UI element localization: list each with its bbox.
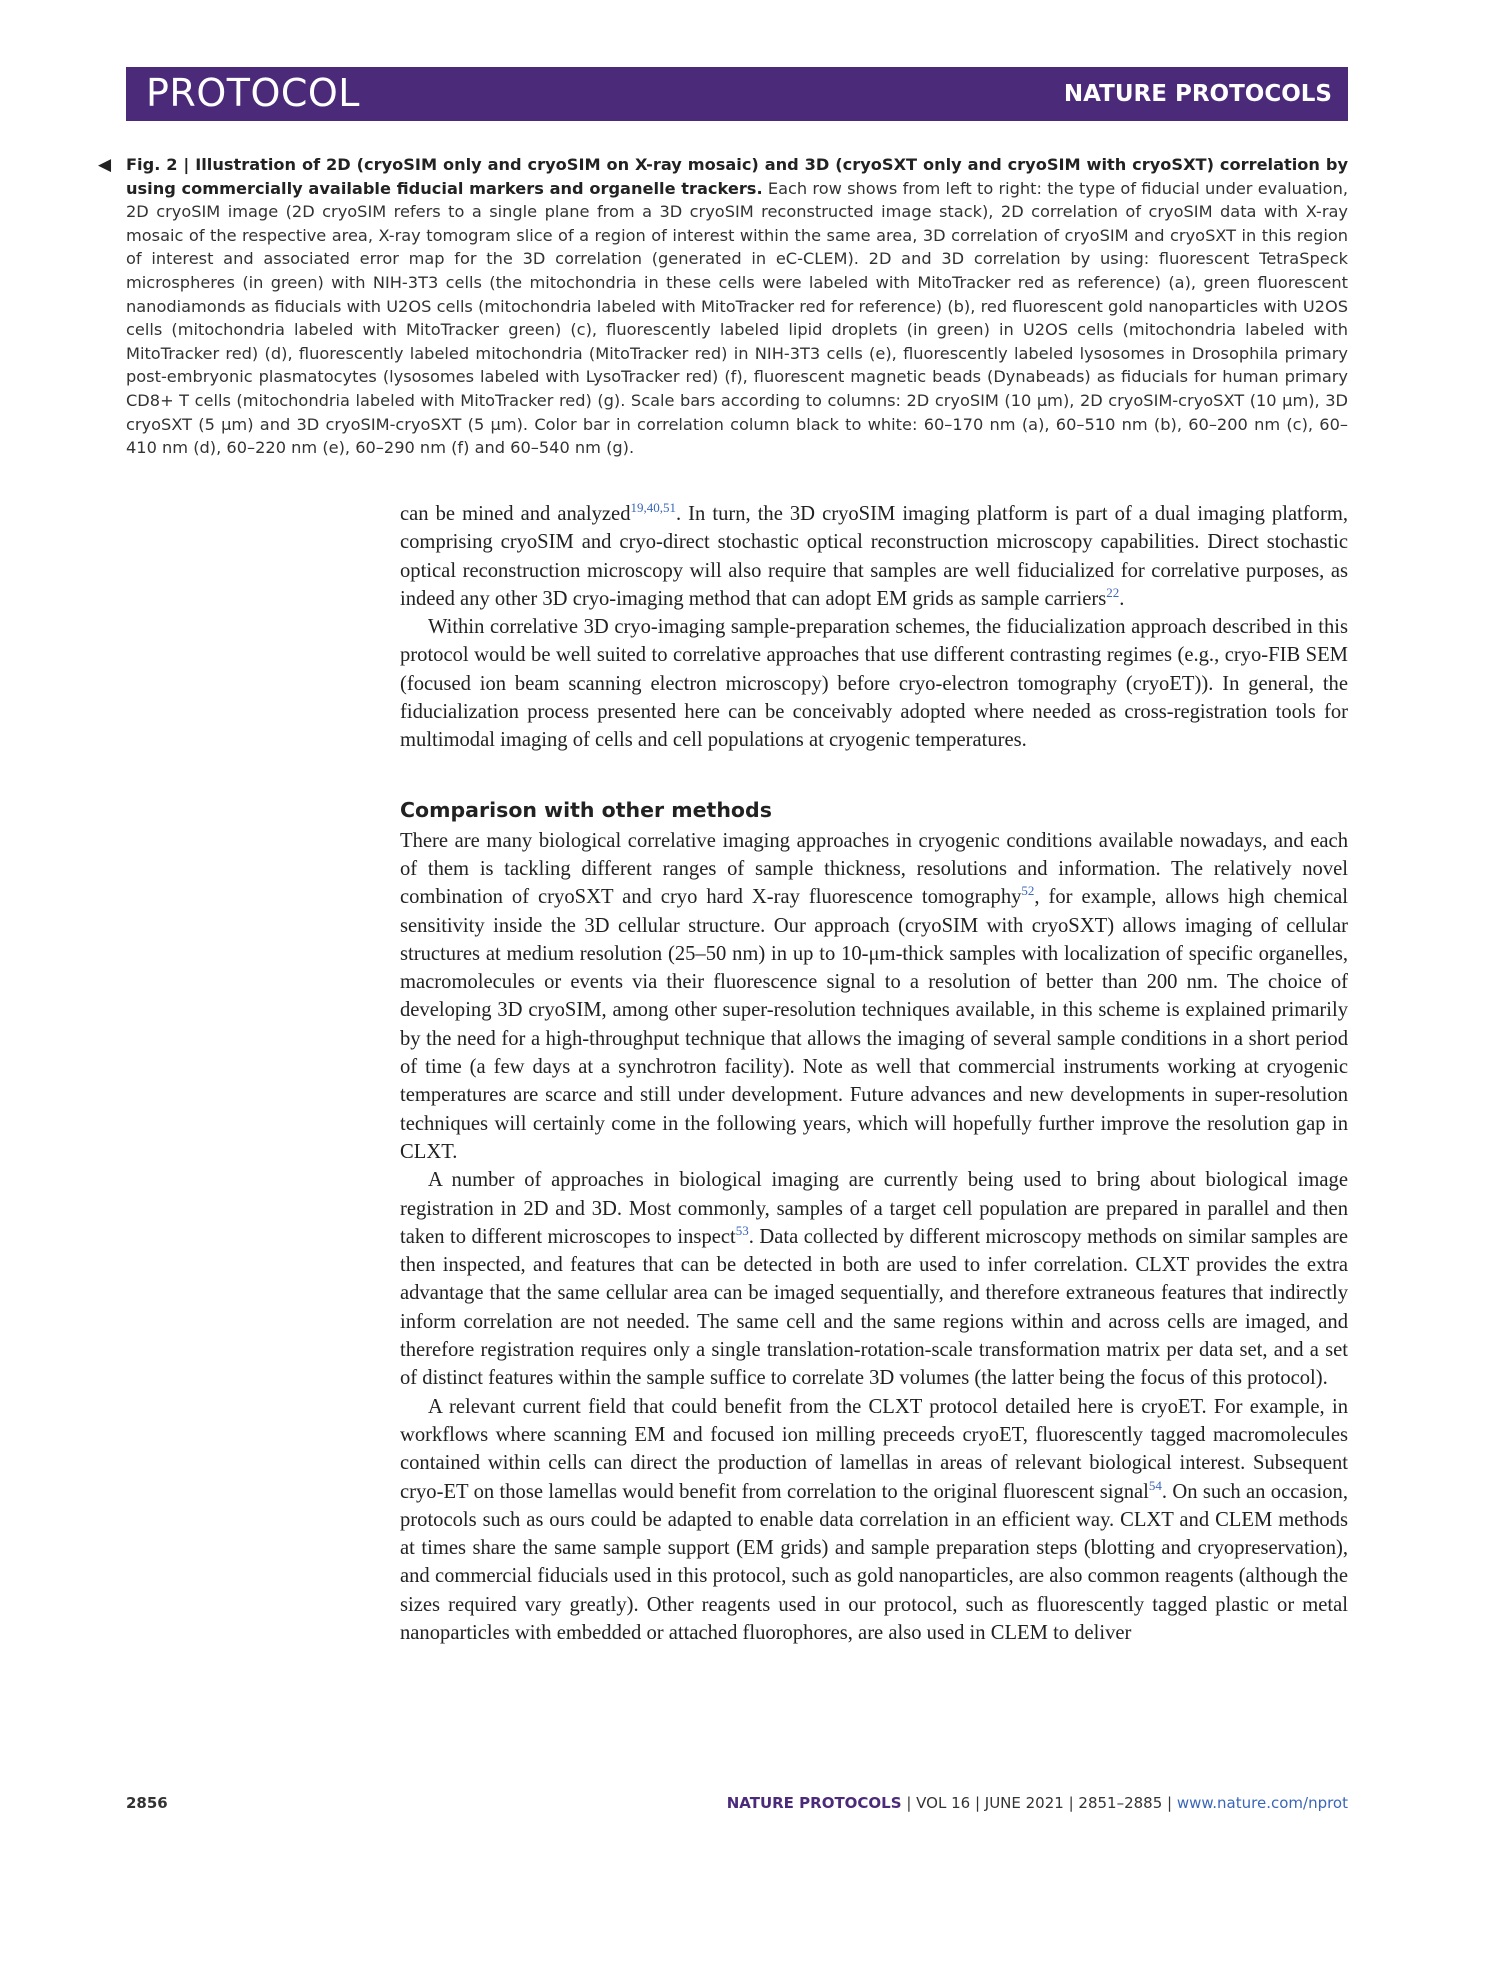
figure-caption (98, 153, 1348, 460)
caption-arrow-icon: ◀ (98, 155, 112, 175)
footer-url-link[interactable]: www.nature.com/nprot (1176, 1794, 1348, 1812)
paragraph-2: Within correlative 3D cryo-imaging sample-preparation schemes, the fiducialization approach described in this protocol would be well suited to correlative approaches that use different contrasting regimes (e.g., cryo-FIB SEM (focused ion beam scanning electron microscopy) before cryo-electron tomography (cryoET)). In general, the fiducialization process presented here can be conceivably adopted where needed as cross-registration tools for multimodal imaging of cells and cell populations at cryogenic temperatures. (400, 616, 1348, 752)
paragraph-4 (400, 1166, 1348, 1392)
paragraph-1 (400, 500, 1348, 613)
section-heading: Comparison with other methods (400, 797, 772, 822)
paragraph-1-text-c: . (1119, 587, 1125, 610)
caption-title: Fig. 2 | Illustration of 2D (cryoSIM only and cryoSIM on X-ray mosaic) and 3D (cryoSXT only and cryoSIM with cryoSXT) correlation by using commercially available fiducial markers and organelle trackers. (126, 155, 1348, 198)
paragraph-3-text-b: , for example, allows high chemical sensitivity inside the 3D cellular structure. Our approach (cryoSIM with cryoSXT) allows imaging of cellular structures at medium resolution (25–50 nm) in up to 10-μm-thick samples with localization of specific organelles, macromolecules or events via their fluorescence signal to a resolution of better than 200 nm. The choice of developing 3D cryoSIM, among other super-resolution techniques available, in this scheme is explained primarily by the need for a high-throughput technique that allows the imaging of several sample conditions in a short period of time (a few days at a synchrotron facility). Note as well that commercial instruments working at cryogenic temperatures are scarce and still under development. Future advances and new developments in super-resolution techniques will certainly come in the following years, which will hopefully further improve the resolution gap in CLXT. (400, 886, 1348, 1163)
section-label: PROTOCOL (146, 71, 360, 115)
paragraph-5-text: A relevant current field that could benefit from the CLXT protocol detailed here is cryoET. For example, in workflows where scanning EM and focused ion milling preceeds cryoET, fluorescently tagged macromolecules contained within cells can direct the production of lamellas in areas of relevant biological interest. Subsequent cryo-ET on those lamellas would benefit from correlation to the original fluorescent signal (400, 1395, 1348, 1503)
paragraph-3-text: There are many biological correlative imaging approaches in cryogenic conditions available nowadays, and each of them is tackling different ranges of sample thickness, resolutions and information. The relatively novel combination of cryoSXT and cryo hard X-ray fluorescence tomography (400, 829, 1348, 909)
paragraph-5 (400, 1393, 1348, 1648)
caption-text: Each row shows from left to right: the type of fiducial under evaluation, 2D cryoSIM image (2D cryoSIM refers to a single plane from a 3D cryoSIM reconstructed image stack), 2D correlation of cryoSIM data with X-ray mosaic of the respective area, X-ray tomogram slice of a region of interest within the same area, 3D correlation of cryoSIM and cryoSXT in this region of interest and associated error map for the 3D correlation (generated in eC-CLEM). 2D and 3D correlation by using: fluorescent TetraSpeck microspheres (in green) with NIH-3T3 cells (the mitochondria in these cells were labeled with MitoTracker red as reference) (a), green fluorescent nanodiamonds as fiducials with U2OS cells (mitochondria labeled with MitoTracker red for reference) (b), red fluorescent gold nanoparticles with U2OS cells (mitochondria labeled with MitoTracker green) (c), fluorescently labeled lipid droplets (in green) in U2OS cells (mitochondria labeled with MitoTracker red) (d), fluorescently labeled mitochondria (MitoTracker red) in NIH-3T3 cells (e), fluorescently labeled lysosomes in Drosophila primary post-embryonic plasmatocytes (lysosomes labeled with LysoTracker red) (f), fluorescent magnetic beads (Dynabeads) as fiducials for human primary CD8+ T cells (mitochondria labeled with MitoTracker red) (g). Scale bars according to columns: 2D cryoSIM (10 μm), 2D cryoSIM-cryoSXT (10 μm), 3D cryoSXT (5 μm) and 3D cryoSIM-cryoSXT (5 μm). Color bar in correlation column black to white: 60–170 nm (a), 60–510 nm (b), 60–200 nm (c), 60–410 nm (d), 60–220 nm (e), 60–290 nm (f) and 60–540 nm (g). (126, 178, 1348, 458)
footer-journal: NATURE PROTOCOLS (726, 1794, 902, 1812)
reference-link[interactable]: 22 (1106, 585, 1120, 601)
reference-link[interactable]: 52 (1021, 883, 1035, 899)
paragraph-5-text-b: . On such an occasion, protocols such as ours could be adapted to enable data correlation in an efficient way. CLXT and CLEM methods at times share the same sample support (EM grids) and sample preparation steps (blotting and cryopreservation), and commercial fiducials used in this protocol, such as gold nanoparticles, are also common reagents (although the sizes required vary greatly). Other reagents used in our protocol, such as fluorescently tagged plastic or metal nanoparticles with embedded or attached fluorophores, are also used in CLEM to deliver (400, 1480, 1349, 1644)
page-number: 2856 (126, 1794, 168, 1812)
reference-link[interactable]: 53 (735, 1222, 749, 1238)
paragraph-1-text-b: . In turn, the 3D cryoSIM imaging platform is part of a dual imaging platform, comprising cryoSIM and cryo-direct stochastic optical reconstruction microscopy capabilities. Direct stochastic optical reconstruction microscopy will also require that samples are well fiducialized for correlative purposes, as indeed any other 3D cryo-imaging method that can adopt EM grids as sample carriers (400, 503, 1348, 610)
paragraph-4-text-b: . Data collected by different microscopy methods on similar samples are then inspected, and features that can be detected in both are used to infer correlation. CLXT provides the extra advantage that the same cellular area can be imaged sequentially, and therefore extraneous features that indirectly inform correlation are not needed. The same cell and the same regions within and across cells are imaged, and therefore registration requires only a single translation-rotation-scale transformation matrix per data set, and a set of distinct features within the sample suffice to correlate 3D volumes (the latter being the focus of this protocol). (400, 1225, 1348, 1390)
journal-label: NATURE PROTOCOLS (1063, 81, 1332, 107)
reference-link[interactable]: 19,40,51 (630, 500, 676, 516)
footer-citation (727, 1794, 1348, 1812)
paragraph-1-text: can be mined and analyzed (400, 503, 631, 525)
footer-info: | VOL 16 | JUNE 2021 | 2851–2885 | (906, 1794, 1173, 1812)
paragraph-4-text: A number of approaches in biological imaging are currently being used to bring about biological image registration in 2D and 3D. Most commonly, samples of a target cell population are prepared in parallel and then taken to different microscopes to inspect (400, 1169, 1348, 1248)
body-text (400, 500, 1348, 1647)
header-banner (126, 67, 1348, 121)
reference-link[interactable]: 54 (1148, 1477, 1162, 1493)
paragraph-3 (400, 827, 1348, 1167)
